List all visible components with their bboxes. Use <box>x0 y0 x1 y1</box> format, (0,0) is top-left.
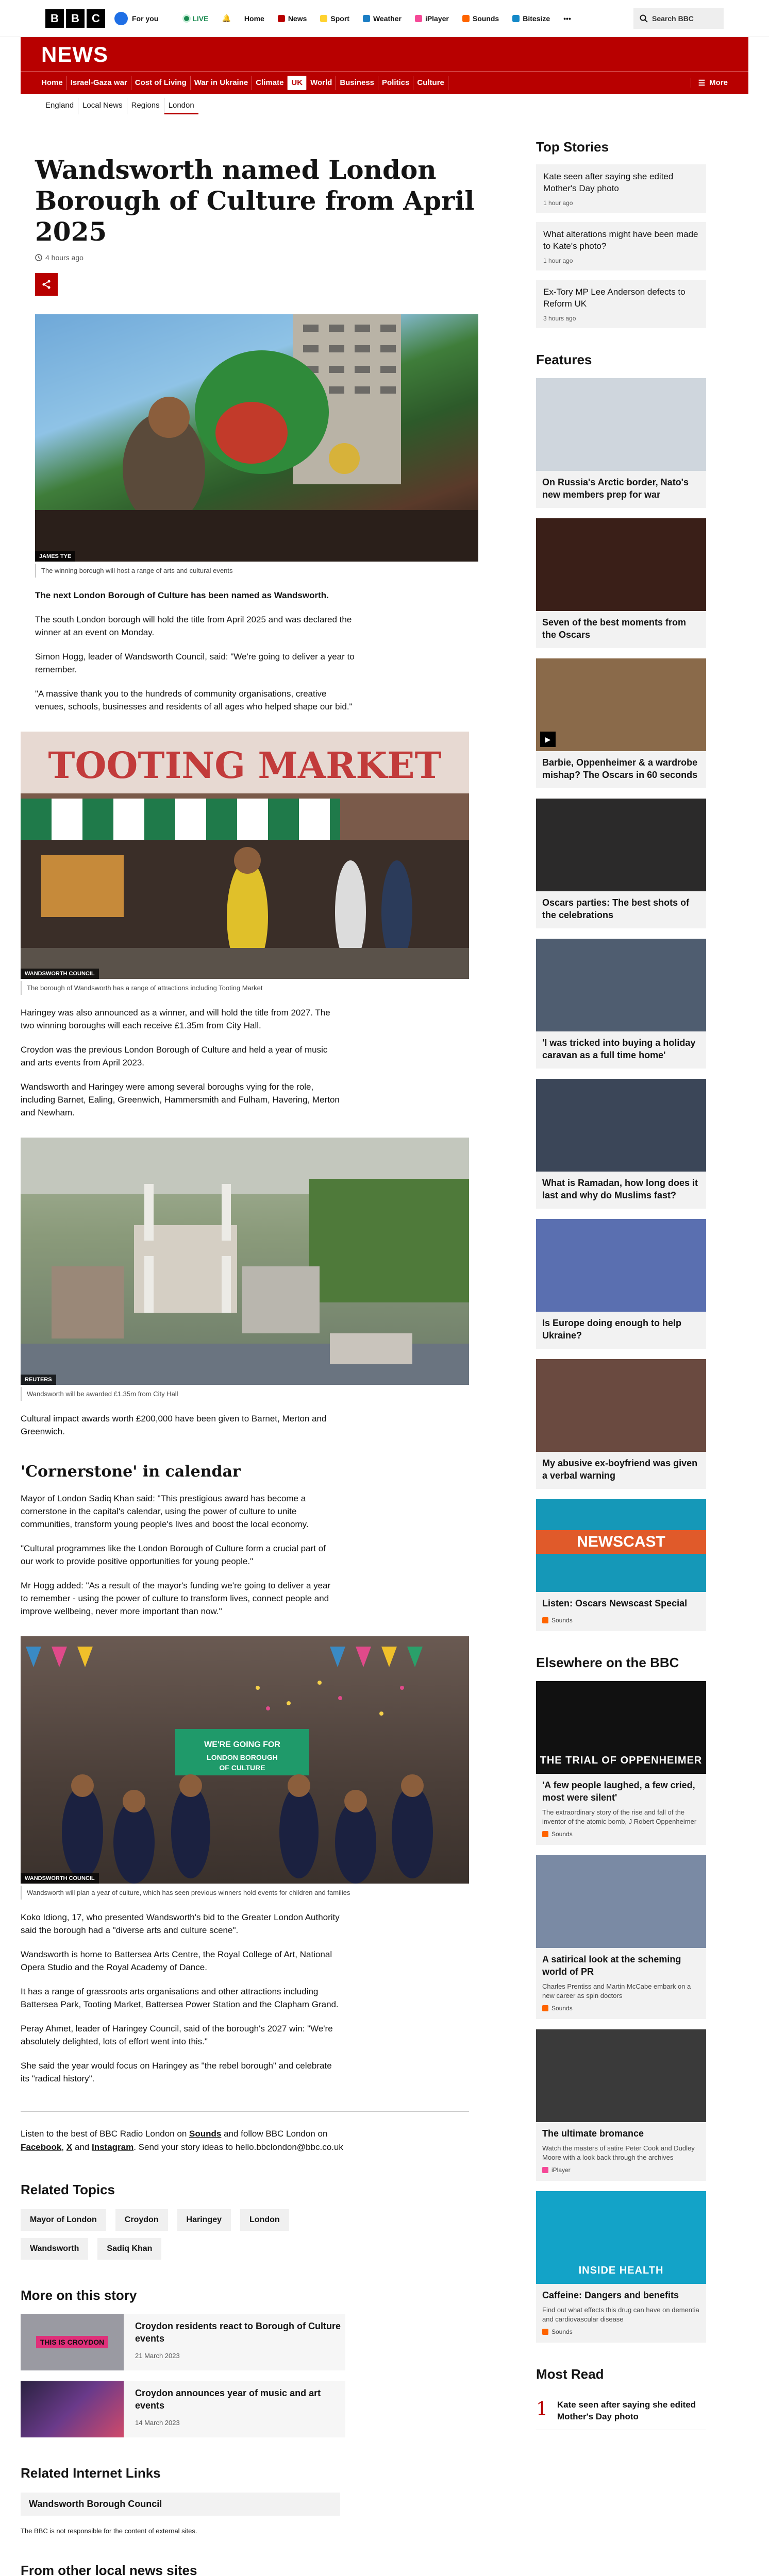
sounds-icon <box>542 1831 548 1837</box>
subnav-item[interactable]: London <box>164 98 198 114</box>
paragraph: Haringey was also announced as a winner, and will hold the title from 2027. The two winning boroughs will each receive £1.35m from City Hall. <box>21 1008 330 1030</box>
news-nav-item[interactable]: Politics <box>378 76 413 90</box>
x-link[interactable]: X <box>66 2142 73 2152</box>
children-illustration <box>21 1636 469 1884</box>
subnav-item[interactable]: Local News <box>78 98 127 114</box>
feature-card[interactable] <box>536 1359 706 1489</box>
timestamp-text: 4 hours ago <box>45 253 83 262</box>
battersea-aerial-photo <box>21 1138 469 1385</box>
top-story-time: 1 hour ago <box>543 257 573 264</box>
feature-image <box>536 939 706 1031</box>
elsewhere-source: iPlayer <box>551 2166 571 2174</box>
share-icon <box>41 279 52 290</box>
bell-icon: 🔔 <box>222 14 231 22</box>
iplayer-icon <box>542 2167 548 2173</box>
divider <box>21 2111 469 2112</box>
feature-title: 'I was tricked into buying a holiday caravan as a full time home' <box>542 1038 696 1060</box>
top-nav-link[interactable] <box>222 14 230 23</box>
subnav-item[interactable]: England <box>41 98 78 114</box>
live-icon <box>184 16 189 21</box>
story-title: Croydon residents react to Borough of Culture events <box>135 2321 341 2344</box>
logo-letter: B <box>66 9 85 28</box>
top-nav-label: News <box>288 14 307 23</box>
top-nav-label: iPlayer <box>425 14 449 23</box>
top-nav-link[interactable] <box>278 14 307 23</box>
feature-image <box>536 1079 706 1172</box>
top-nav-link[interactable] <box>363 14 402 23</box>
follow-text: . Send your story ideas to hello.bbclondon@bbc.co.uk <box>133 2142 343 2152</box>
feature-image <box>536 799 706 891</box>
elsewhere-image <box>536 1681 706 1774</box>
feature-title: Is Europe doing enough to help Ukraine? <box>542 1318 681 1341</box>
top-story-time: 1 hour ago <box>543 199 573 207</box>
section-subheading: 'Cornerstone' in calendar <box>21 1463 241 1481</box>
feature-card[interactable] <box>536 799 706 928</box>
sounds-icon <box>542 1617 548 1623</box>
bitesize-icon <box>512 15 520 22</box>
story-card[interactable] <box>21 2314 345 2370</box>
svg-text:LONDON BOROUGH: LONDON BOROUGH <box>207 1753 278 1761</box>
market-illustration <box>21 732 469 979</box>
elsewhere-overlay-text: INSIDE HEALTH <box>578 2265 664 2276</box>
story-thumbnail <box>21 2314 124 2370</box>
feature-title: Barbie, Oppenheimer & a wardrobe mishap? The Oscars in 60 seconds <box>542 757 698 780</box>
internet-links-title: Related Internet Links <box>21 2465 161 2481</box>
hamburger-icon: ☰ <box>698 78 706 88</box>
feature-title: Seven of the best moments from the Oscars <box>542 617 687 640</box>
top-nav-label: ••• <box>563 14 571 23</box>
topic-link[interactable]: Mayor of London <box>21 2209 106 2231</box>
elsewhere-title: 'A few people laughed, a few cried, most were silent' <box>542 1780 695 1803</box>
elsewhere-title: The ultimate bromance <box>542 2128 644 2139</box>
top-nav <box>184 14 633 23</box>
feature-title: What is Ramadan, how long does it last and why do Muslims fast? <box>542 1178 698 1200</box>
sounds-icon <box>462 15 470 22</box>
weather-icon <box>363 15 370 22</box>
most-read-item[interactable] <box>536 2392 706 2430</box>
top-nav-link[interactable] <box>320 14 349 23</box>
image-caption: The winning borough will host a range of arts and cultural events <box>35 564 478 578</box>
elsewhere-card[interactable] <box>536 2191 706 2343</box>
feature-card[interactable] <box>536 378 706 508</box>
elsewhere-source: Sounds <box>551 2328 573 2335</box>
disclaimer: The BBC is not responsible for the content of external sites. <box>21 2527 197 2535</box>
figure-tooting-market <box>21 732 469 995</box>
top-nav-link[interactable] <box>415 14 449 23</box>
image-caption: The borough of Wandsworth has a range of attractions including Tooting Market <box>21 981 469 995</box>
feature-card[interactable] <box>536 518 706 648</box>
image-caption: Wandsworth will plan a year of culture, which has seen previous winners hold events for children and families <box>21 1886 469 1900</box>
top-story-time: 3 hours ago <box>543 315 576 322</box>
feature-title: Oscars parties: The best shots of the celebrations <box>542 897 690 920</box>
figure-children <box>21 1636 469 1900</box>
features-list <box>536 378 706 1631</box>
news-nav-item[interactable]: Business <box>336 76 378 90</box>
feature-card[interactable] <box>536 1079 706 1209</box>
most-read-title: Most Read <box>536 2366 604 2382</box>
feature-card[interactable] <box>536 939 706 1069</box>
top-story-card[interactable] <box>536 222 706 270</box>
top-story-card[interactable] <box>536 280 706 328</box>
figure-carnival <box>35 314 478 578</box>
top-nav-label: Home <box>244 14 264 23</box>
paragraph: Mayor of London Sadiq Khan said: "This prestigious award has become a cornerstone in the capital's calendar, using the power of culture to unite communities, transform young people's lives and boost the local economy. <box>21 1494 309 1529</box>
top-nav-label: Sounds <box>472 14 499 23</box>
sidebar <box>536 118 706 2576</box>
top-nav-link[interactable] <box>462 14 499 23</box>
news-nav-item[interactable]: World <box>307 76 336 90</box>
news-nav-item[interactable]: War in Ukraine <box>191 76 252 90</box>
news-nav-item[interactable]: Culture <box>413 76 448 90</box>
related-topics-list <box>21 2209 330 2260</box>
market-sign: TOOTING MARKET <box>48 744 442 787</box>
paragraph: It has a range of grassroots arts organisations and other attractions including Battersea Park, Tooting Market, Battersea Power Station and the Clapham Grand. <box>21 1987 339 2009</box>
topic-link[interactable]: Haringey <box>177 2209 231 2231</box>
local-news-title: From other local news sites <box>21 2563 197 2576</box>
image-credit: REUTERS <box>21 1375 56 1385</box>
aerial-illustration <box>21 1138 469 1385</box>
paragraph: Wandsworth is home to Battersea Arts Centre, the Royal College of Art, National Opera Studio and the Royal Academy of Dance. <box>21 1950 332 1972</box>
paragraph: Croydon was the previous London Borough of Culture and held a year of music and arts events from April 2023. <box>21 1045 328 1067</box>
top-story-card[interactable] <box>536 164 706 213</box>
tooting-market-photo <box>21 732 469 979</box>
for-you-button[interactable] <box>114 12 158 25</box>
feature-card[interactable] <box>536 1499 706 1631</box>
play-icon: ▶ <box>540 732 556 747</box>
news-nav-item[interactable]: Home <box>41 76 67 90</box>
story-title: Croydon announces year of music and art events <box>135 2388 321 2411</box>
more-menu-button[interactable] <box>691 78 728 88</box>
follow-paragraph <box>21 2127 361 2154</box>
elsewhere-list <box>536 1681 706 2343</box>
subnav-item[interactable]: Regions <box>127 98 164 114</box>
most-read-rank: 1 <box>536 2399 548 2420</box>
paragraph: Koko Idiong, 17, who presented Wandsworth's bid to the Greater London Authority said the borough had a "diverse arts and culture scene". <box>21 1912 340 1935</box>
bbc-top-bar <box>0 0 769 37</box>
feature-image <box>536 1219 706 1312</box>
news-icon <box>278 15 285 22</box>
top-nav-label: Bitesize <box>523 14 550 23</box>
news-title[interactable]: NEWS <box>41 42 108 66</box>
news-nav <box>21 71 748 94</box>
feature-title: My abusive ex-boyfriend was given a verbal warning <box>542 1458 698 1481</box>
elsewhere-title: Caffeine: Dangers and benefits <box>542 2290 679 2300</box>
elsewhere-description: Charles Prentiss and Martin McCabe embark on a new career as spin doctors <box>542 1982 691 1999</box>
sounds-link[interactable]: Sounds <box>189 2129 222 2139</box>
top-nav-link[interactable] <box>563 14 571 23</box>
thumbnail-label: THIS IS CROYDON <box>36 2336 108 2348</box>
story-thumbnail <box>21 2381 124 2437</box>
top-story-title: Kate seen after saying she edited Mother's Day photo <box>543 172 674 193</box>
elsewhere-overlay-text: THE TRIAL OF OPPENHEIMER <box>540 1755 703 1766</box>
carnival-photo <box>35 314 478 562</box>
svg-text:WE'RE GOING FOR: WE'RE GOING FOR <box>204 1740 280 1749</box>
paragraph: Simon Hogg, leader of Wandsworth Council, said: "We're going to deliver a year to remember. <box>35 652 355 674</box>
paragraph: Peray Ahmet, leader of Haringey Council, said of the borough's 2027 win: "We're absolutely delighted, lots of effort went into this." <box>21 2024 333 2046</box>
story-card[interactable] <box>21 2381 345 2437</box>
svg-text:OF CULTURE: OF CULTURE <box>219 1764 265 1772</box>
paragraph: "A massive thank you to the hundreds of community organisations, creative venues, schools, businesses and residents of all ages who helped shape our bid." <box>35 689 353 711</box>
elsewhere-card[interactable] <box>536 1681 706 1845</box>
news-nav-item[interactable]: Cost of Living <box>131 76 191 90</box>
article <box>21 118 490 2576</box>
top-nav-label: LIVE <box>192 14 209 23</box>
news-banner <box>21 37 748 94</box>
sounds-icon <box>542 2005 548 2011</box>
children-celebration-photo <box>21 1636 469 1884</box>
carnival-illustration <box>35 314 478 562</box>
paragraph: "Cultural programmes like the London Borough of Culture form a crucial part of our work to provide positive opportunities for young people." <box>21 1544 326 1566</box>
topic-link[interactable]: Sadiq Khan <box>97 2238 161 2260</box>
feature-image <box>536 518 706 611</box>
sounds-icon <box>542 2329 548 2335</box>
story-date: 21 March 2023 <box>135 2352 180 2360</box>
more-on-story-title: More on this story <box>21 2287 137 2303</box>
topic-link[interactable]: Croydon <box>115 2209 168 2231</box>
elsewhere-description: The extraordinary story of the rise and fall of the inventor of the atomic bomb, J Robert Oppenheimer <box>542 1808 697 1825</box>
logo-letter: B <box>45 9 64 28</box>
related-topics-title: Related Topics <box>21 2182 115 2197</box>
top-stories-title: Top Stories <box>536 139 609 155</box>
feature-card[interactable] <box>536 658 706 788</box>
clock-icon <box>35 254 42 261</box>
paragraph: Mr Hogg added: "As a result of the mayor's funding we're going to deliver a year to remember - using the power of culture to transform lives, connect people and improve wellbeing, never more important than now." <box>21 1581 331 1616</box>
feature-title: On Russia's Arctic border, Nato's new members prep for war <box>542 477 689 500</box>
search-icon <box>640 14 648 23</box>
elsewhere-image <box>536 2191 706 2284</box>
top-story-title: What alterations might have been made to Kate's photo? <box>543 229 698 251</box>
internet-link[interactable]: Wandsworth Borough Council <box>21 2493 340 2516</box>
account-icon <box>114 12 128 25</box>
search-label: Search BBC <box>652 14 694 23</box>
feature-image <box>536 378 706 471</box>
paragraph: Cultural impact awards worth £200,000 have been given to Barnet, Merton and Greenwich. <box>21 1414 327 1436</box>
iplayer-icon <box>415 15 422 22</box>
image-credit: WANDSWORTH COUNCIL <box>21 969 99 979</box>
top-nav-link[interactable] <box>512 14 550 23</box>
elsewhere-description: Watch the masters of satire Peter Cook and Dudley Moore with a look back through the archives <box>542 2144 695 2161</box>
headline: Wandsworth named London Borough of Culture from April 2025 <box>35 155 475 247</box>
bbc-logo[interactable] <box>45 9 105 28</box>
instagram-link[interactable]: Instagram <box>91 2142 134 2152</box>
logo-letter: C <box>87 9 105 28</box>
paragraph: Wandsworth and Haringey were among several boroughs vying for the role, including Barnet, Ealing, Greenwich, Hammersmith and Fulham, Havering, Merton and Newham. <box>21 1082 340 1117</box>
sub-nav <box>0 94 769 118</box>
feature-image <box>536 1499 706 1592</box>
top-nav-label: Weather <box>373 14 402 23</box>
features-title: Features <box>536 352 592 367</box>
elsewhere-title: Elsewhere on the BBC <box>536 1655 679 1670</box>
follow-text: and <box>72 2142 92 2152</box>
paragraph: The south London borough will hold the title from April 2025 and was declared the winner at an event on Monday. <box>35 615 352 637</box>
elsewhere-source: Sounds <box>551 1831 573 1838</box>
feature-title: Listen: Oscars Newscast Special <box>542 1598 688 1608</box>
topic-link[interactable]: London <box>240 2209 289 2231</box>
elsewhere-source: Sounds <box>551 2005 573 2012</box>
most-read-headline: Kate seen after saying she edited Mother's Day photo <box>557 2400 696 2421</box>
paragraph: She said the year would focus on Haringey as "the rebel borough" and celebrate its "radical history". <box>21 2061 332 2083</box>
elsewhere-card[interactable] <box>536 1855 706 2019</box>
top-nav-link[interactable] <box>184 14 208 23</box>
figure-battersea <box>21 1138 469 1401</box>
more-label: More <box>709 78 728 87</box>
image-credit: JAMES TYE <box>35 551 75 562</box>
elsewhere-image <box>536 1855 706 1948</box>
image-credit: WANDSWORTH COUNCIL <box>21 1873 99 1884</box>
story-date: 14 March 2023 <box>135 2419 180 2427</box>
feature-image <box>536 658 706 751</box>
feature-overlay-text: NEWSCAST <box>536 1530 706 1554</box>
paragraph: The next London Borough of Culture has been named as Wandsworth. <box>35 590 329 600</box>
news-nav-item[interactable]: Israel-Gaza war <box>67 76 131 90</box>
search-button[interactable] <box>633 8 724 29</box>
feature-source: Sounds <box>551 1617 573 1624</box>
top-nav-link[interactable] <box>244 14 264 23</box>
top-story-title: Ex-Tory MP Lee Anderson defects to Reform UK <box>543 287 686 309</box>
follow-text: , <box>61 2142 66 2152</box>
facebook-link[interactable]: Facebook <box>21 2142 62 2152</box>
elsewhere-description: Find out what effects this drug can have on dementia and cardiovascular disease <box>542 2306 699 2323</box>
sport-icon <box>320 15 327 22</box>
news-nav-item[interactable]: Climate <box>252 76 288 90</box>
image-caption: Wandsworth will be awarded £1.35m from City Hall <box>21 1387 469 1401</box>
timestamp <box>35 253 490 262</box>
topic-link[interactable]: Wandsworth <box>21 2238 88 2260</box>
elsewhere-image <box>536 2029 706 2122</box>
share-button[interactable] <box>35 273 58 296</box>
feature-card[interactable] <box>536 1219 706 1349</box>
elsewhere-title: A satirical look at the scheming world of PR <box>542 1954 681 1977</box>
follow-text: Listen to the best of BBC Radio London on <box>21 2129 190 2139</box>
elsewhere-card[interactable] <box>536 2029 706 2181</box>
top-nav-label: Sport <box>330 14 349 23</box>
for-you-label: For you <box>132 14 159 23</box>
follow-text: and follow BBC London on <box>221 2129 328 2139</box>
news-nav-item[interactable]: UK <box>288 76 307 90</box>
feature-image <box>536 1359 706 1452</box>
